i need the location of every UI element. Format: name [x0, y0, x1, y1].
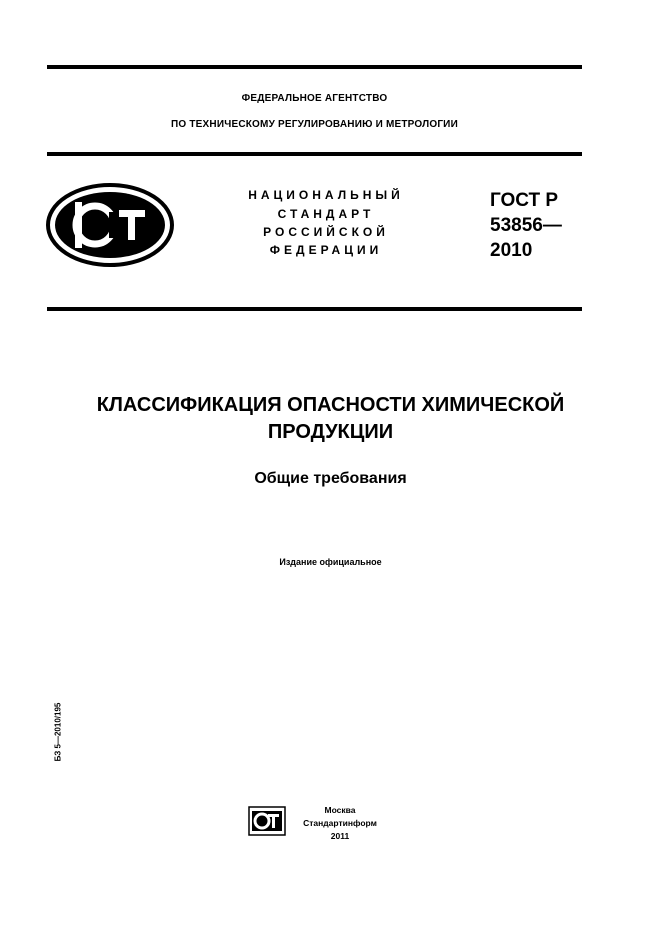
gost-code-line-1: ГОСТ Р [490, 190, 559, 211]
national-standard-line-1: НАЦИОНАЛЬНЫЙ [248, 188, 404, 202]
document-title [40, 392, 621, 446]
document-title-line-2: ПРОДУКЦИИ [267, 421, 394, 443]
national-standard-line-2: СТАНДАРТ [277, 207, 375, 221]
publication-year: 2011 [330, 831, 350, 841]
edition-label: Издание официальное [279, 557, 382, 567]
national-standard-line-4: ФЕДЕРАЦИИ [269, 243, 383, 257]
gost-code-line-2: 53856— [490, 215, 562, 236]
gost-r-conformity-mark-icon [45, 182, 175, 268]
header-rule [47, 152, 582, 156]
top-rule [47, 65, 582, 69]
publisher-name: Стандартинформ [303, 818, 377, 828]
side-registration-code: БЗ 5—2010/195 [53, 702, 63, 762]
national-standard-line-3: РОССИЙСКОЙ [263, 225, 389, 239]
agency-line-2: ПО ТЕХНИЧЕСКОМУ РЕГУЛИРОВАНИЮ И МЕТРОЛОГИИ [171, 119, 458, 130]
publisher-city: Москва [324, 805, 356, 815]
standard-rule [47, 307, 582, 311]
document-title-line-1: КЛАССИФИКАЦИЯ ОПАСНОСТИ ХИМИЧЕСКОЙ [96, 394, 565, 416]
gost-code-line-3: 2010 [490, 240, 533, 261]
agency-line-1: ФЕДЕРАЛЬНОЕ АГЕНТСТВО [241, 93, 388, 104]
document-subtitle: Общие требования [254, 470, 407, 487]
standartinform-logo-icon [248, 806, 286, 836]
